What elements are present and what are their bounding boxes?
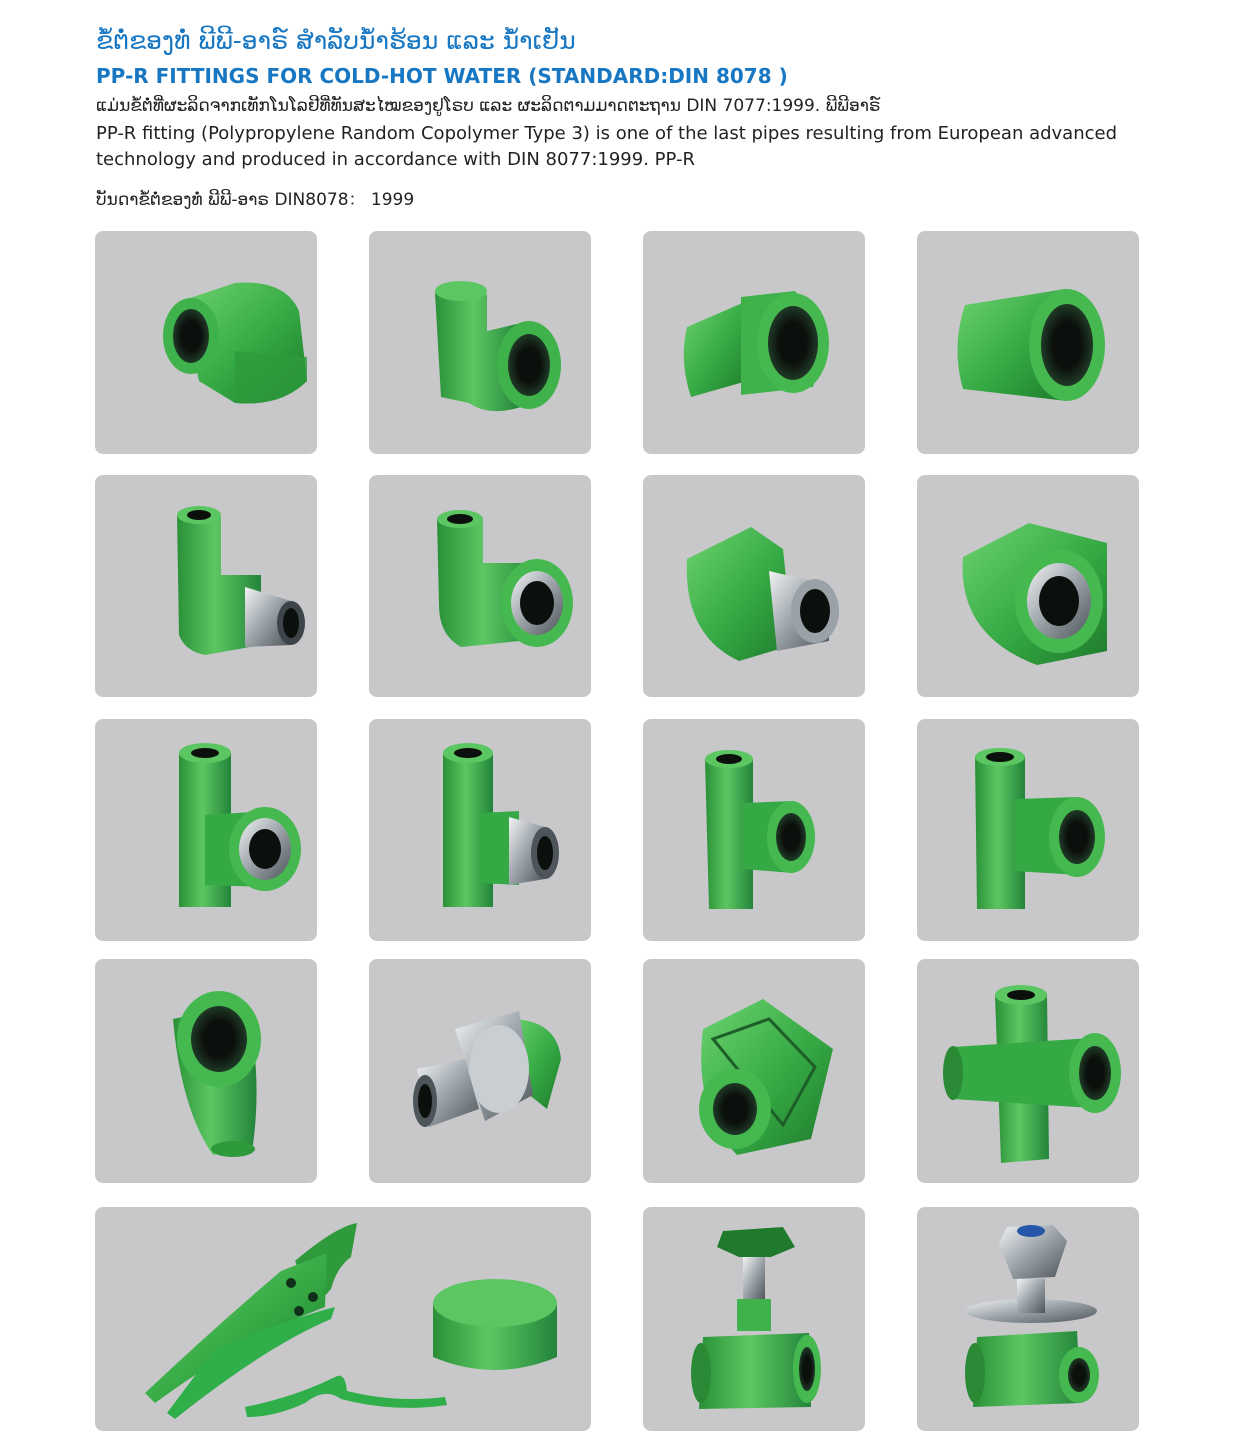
description-en: PP-R fitting (Polypropylene Random Copolymer Type 3) is one of the last pipes resulting from European advanced technology and produced in accordance with DIN 8077:1999. PP-R	[96, 123, 1118, 170]
female-threaded-elbow-icon	[369, 475, 591, 697]
female-threaded-adapter-icon	[917, 475, 1139, 697]
product-tile-union[interactable]	[643, 959, 865, 1183]
product-tile-elbow-90[interactable]	[95, 231, 317, 454]
elbow-90-upright-icon	[369, 231, 591, 454]
product-tile-male-threaded-elbow[interactable]	[95, 475, 317, 697]
product-tile-female-threaded-tee[interactable]	[95, 719, 317, 941]
product-tile-female-threaded-adapter[interactable]	[917, 475, 1139, 697]
product-tile-threaded-union[interactable]	[369, 959, 591, 1183]
product-tile-reducing-coupling[interactable]	[643, 231, 865, 454]
female-threaded-tee-icon	[95, 719, 317, 941]
cross-icon	[917, 959, 1139, 1183]
stop-valve-icon	[643, 1207, 865, 1431]
product-tile-male-threaded-adapter[interactable]	[643, 475, 865, 697]
concealed-valve-icon	[917, 1207, 1139, 1431]
product-tile-stop-valve[interactable]	[643, 1207, 865, 1431]
male-threaded-tee-icon	[369, 719, 591, 941]
threaded-union-icon	[369, 959, 591, 1183]
product-tile-concealed-valve[interactable]	[917, 1207, 1139, 1431]
product-tile-reducing-tee[interactable]	[917, 719, 1139, 941]
product-tile-coupling[interactable]	[917, 231, 1139, 454]
product-tile-equal-tee[interactable]	[643, 719, 865, 941]
product-tile-elbow-45[interactable]	[95, 959, 317, 1183]
reducing-coupling-icon	[643, 231, 865, 454]
product-tile-cross[interactable]	[917, 959, 1139, 1183]
page-title-en: PP-R FITTINGS FOR COLD-HOT WATER (STANDARD:DIN 8078 )	[96, 64, 788, 88]
product-list-title: ບັນດາຂໍ້ຕໍ່ຂອງທໍ່ ພີພີ-ອາຣ DIN8078： 1999	[96, 190, 415, 210]
product-tile-male-threaded-tee[interactable]	[369, 719, 591, 941]
product-tile-elbow-90-upright[interactable]	[369, 231, 591, 454]
male-threaded-adapter-icon	[643, 475, 865, 697]
coupling-icon	[917, 231, 1139, 454]
pipe-cutter-and-end-cap-icon	[95, 1207, 591, 1431]
elbow-90-icon	[95, 231, 317, 454]
elbow-45-icon	[95, 959, 317, 1183]
union-icon	[643, 959, 865, 1183]
page-title-lao: ຂໍ້ຕໍ່ຂອງທໍ່ ພີພີ-ອາຣ໌ ສຳລັບນ້ຳຮ້ອນ ແລະ ນ້ຳເຢັນ	[96, 26, 576, 55]
product-tile-female-threaded-elbow[interactable]	[369, 475, 591, 697]
reducing-tee-icon	[917, 719, 1139, 941]
male-threaded-elbow-icon	[95, 475, 317, 697]
equal-tee-icon	[643, 719, 865, 941]
description-lao: ແມ່ນຂໍ້ຕໍ່ທີ່ຜະລິດຈາກເທັກໂນໂລຢີທີ່ທັນສະໄໝຂອງຢູໂຣບ ແລະ ຜະລິດຕາມມາດຕະຖານ DIN 7077:1999. ພີພີອາຣ໌	[96, 96, 881, 116]
product-tile-pipe-cutter-and-end-cap[interactable]	[95, 1207, 591, 1431]
